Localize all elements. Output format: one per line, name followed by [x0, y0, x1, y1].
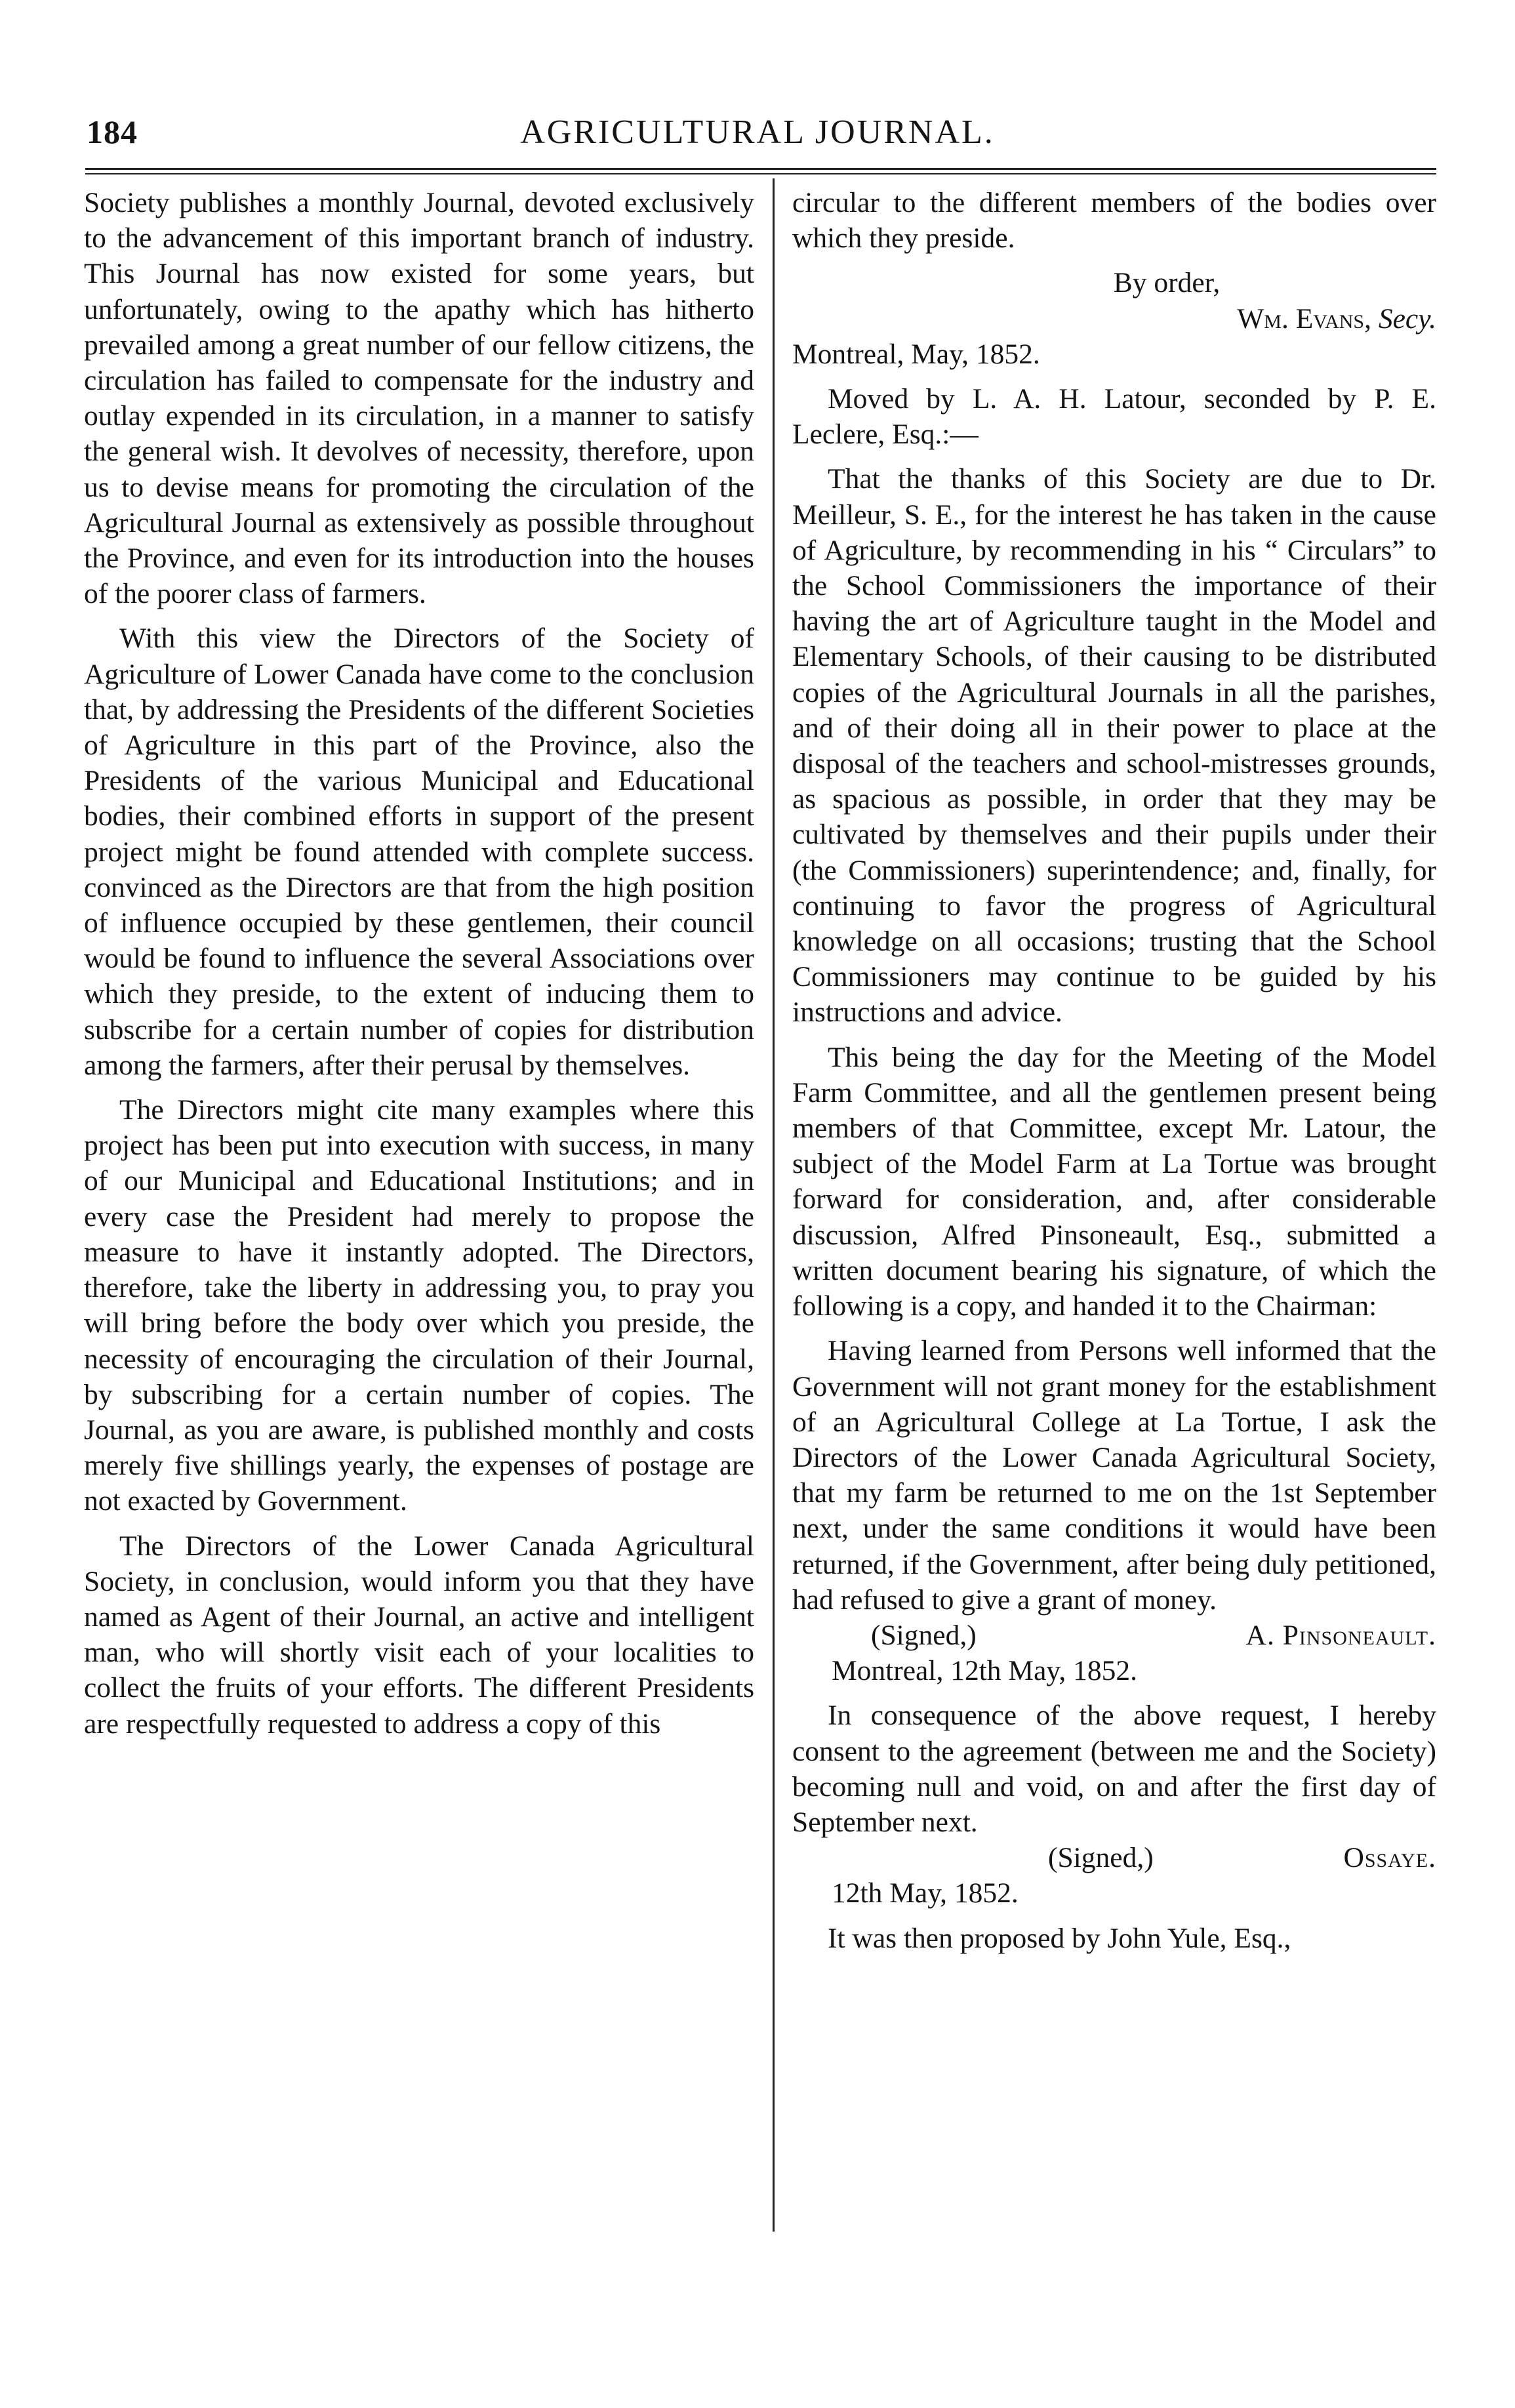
paragraph: That the thanks of this Society are due to Dr. Meilleur, S. E., for the interest he has taken in the cause of Agriculture, by recommending in his “ Circulars” to the School Commissioners the importance of their having the art of Agriculture taught in the Model and Elementary Schools, of their causing to be distributed copies of the Agricultural Journals in all the parishes, and of their doing all in their power to place at the disposal of the teachers and school-mistresses grounds, as spacious as possible, in order that they may be cultivated by themselves and their pupils under their (the Commissioners) superintendence; and, finally, for continuing to favor the progress of Agricultural knowledge on all occasions; trusting that the School Commissioners may continue to be guided by his instructions and advice. — [792, 463, 1436, 1029]
dateline: Montreal, May, 1852. — [792, 338, 1040, 370]
signature-date: 12th May, 1852. — [832, 1877, 1019, 1909]
running-title: AGRICULTURAL JOURNAL. — [520, 113, 995, 151]
paragraph: In consequence of the above request, I hereby consent to the agreement (between me and the Society) becoming null and void, on and after the first day of September next. — [792, 1700, 1436, 1838]
signatory-title: Secy. — [1378, 302, 1436, 335]
by-order-line: By order, — [1113, 267, 1221, 299]
paragraph: circular to the different members of the bodies over which they preside. — [792, 187, 1436, 255]
paragraph: The Directors might cite many examples where this project has been put into execution with success, in many of our Municipal and Educational Institutions; and in every case the President had merely to propose the measure to have it instantly adopted. The Directors, therefore, take the liberty in addressing you, to pray you will bring before the body over which you preside, the necessity of encouraging the circulation of their Journal, by subscribing for a certain number of copies. The Journal, as you are aware, is published monthly and costs merely five shillings yearly, the expenses of postage are not exacted by Government. — [84, 1094, 754, 1517]
paragraph: Moved by L. A. H. Latour, seconded by P. E. Leclere, Esq.:— — [792, 383, 1436, 451]
signature-line — [792, 1618, 1436, 1653]
paragraph: Society publishes a monthly Journal, devoted exclusively to the advancement of this important branch of industry. This Journal has now existed for some years, but unfortunately, owing to the apathy which has hitherto prevailed among a great number of our fellow citizens, the circulation has failed to compensate for the industry and outlay expended in its circulation, in a manner to satisfy the general wish. It devolves of necessity, therefore, upon us to devise means for promoting the circulation of the Agricultural Journal as extensively as possible throughout the Province, and even for its introduction into the houses of the poorer class of farmers. — [84, 187, 754, 610]
signature-line — [792, 1840, 1436, 1875]
header-rule-thin — [85, 173, 1436, 174]
column-divider — [773, 178, 775, 2232]
signature-date: Montreal, 12th May, 1852. — [832, 1655, 1137, 1687]
paragraph: Having learned from Persons well informed that the Government will not grant money for the establishment of an Agricultural College at La Tortue, I ask the Directors of the Lower Canada Agricultural Society, that my farm be returned to me on the 1st September next, under the same conditions it would have been returned, if the Government, after being duly petitioned, had refused to give a grant of money. — [792, 1335, 1436, 1616]
paragraph: It was then proposed by John Yule, Esq., — [828, 1922, 1291, 1954]
signatory-line — [792, 301, 1436, 337]
signed-label: (Signed,) — [1048, 1842, 1154, 1874]
header-rule — [85, 168, 1436, 170]
paragraph: This being the day for the Meeting of the Model Farm Committee, and all the gentlemen present being members of that Committee, except Mr. Latour, the subject of the Model Farm at La Tortue was brought forward for consideration, and, after considerable discussion, Alfred Pinsoneault, Esq., submitted a written document bearing his signature, of which the following is a copy, and handed it to the Chairman: — [792, 1041, 1436, 1322]
signature-name: Ossaye. — [1343, 1842, 1436, 1874]
page-number: 184 — [87, 113, 138, 150]
paragraph: With this view the Directors of the Society of Agriculture of Lower Canada have come to the conclusion that, by addressing the Presidents of the different Societies of Agriculture in this part of the Province, also the Presidents of the various Municipal and Educational bodies, their combined efforts in support of the present project might be found attended with complete success. convinced as the Directors are that from the high position of influence occupied by these gentlemen, their council would be found to influence the several Associations over which they preside, to the extent of inducing them to subscribe for a certain number of copies for distribution among the farmers, after their perusal by themselves. — [84, 622, 754, 1081]
signed-label: (Signed,) — [871, 1619, 977, 1651]
paragraph: The Directors of the Lower Canada Agricultural Society, in conclusion, would inform you that they have named as Agent of their Journal, an active and intelligent man, who will shortly visit each of your localities to collect the fruits of your efforts. The different Presidents are respectfully requested to address a copy of this — [84, 1530, 754, 1740]
left-column — [84, 185, 754, 1751]
right-column — [792, 185, 1436, 1965]
signature-name: A. Pinsoneault. — [1245, 1619, 1436, 1651]
signatory-name: Wm. Evans, — [1237, 302, 1371, 335]
